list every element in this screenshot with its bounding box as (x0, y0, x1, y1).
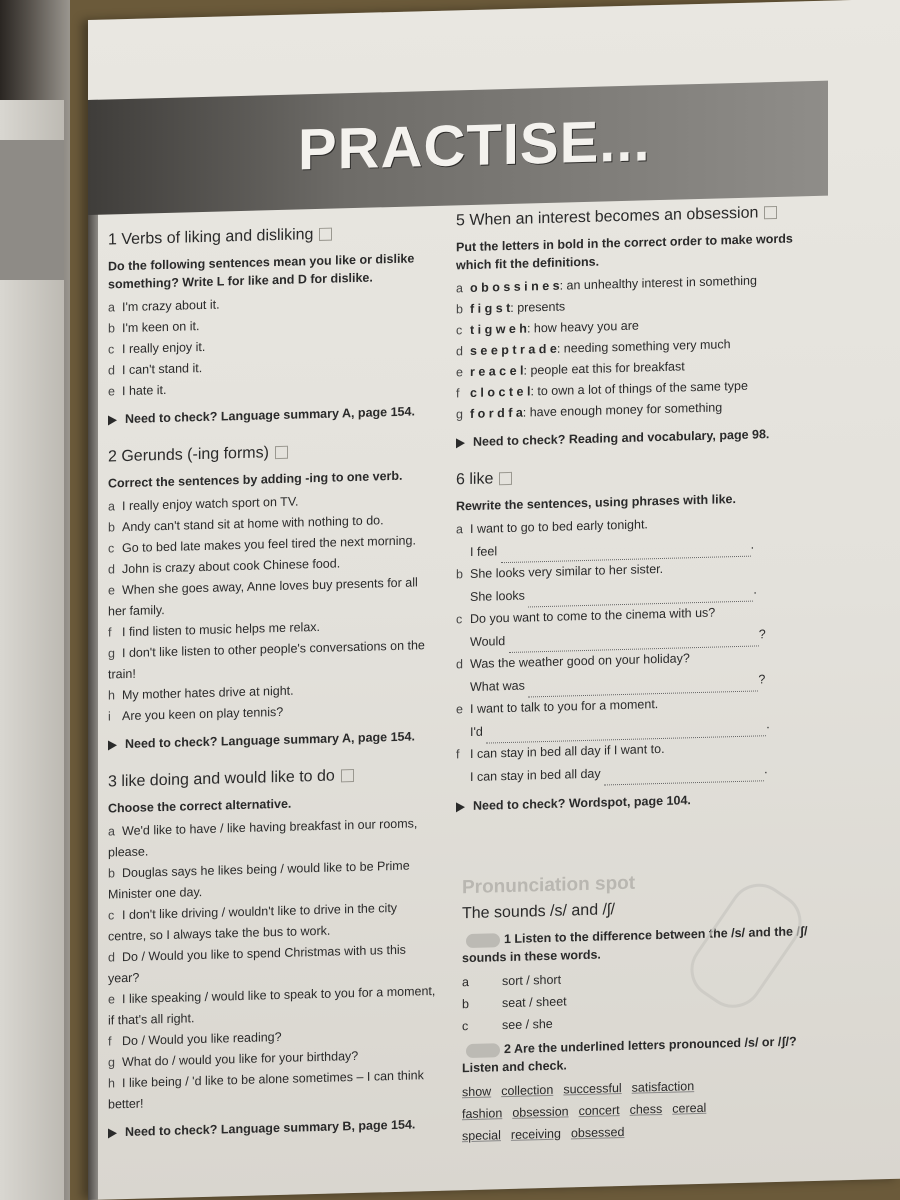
list-item: d Was the weather good on your holiday? (456, 651, 690, 672)
answer-row: She looks . (456, 576, 816, 609)
list-item: i Are you keen on play tennis? (108, 704, 284, 724)
answer-row: Would ? (456, 621, 816, 654)
list-item: a I'm crazy about it. (108, 297, 220, 315)
arrow-icon (456, 438, 465, 448)
list-item: e r e a c e l: people eat this for breakfast (456, 359, 685, 380)
section-5-title: 5 When an interest becomes an obsession (456, 201, 816, 232)
score-box-icon (764, 206, 777, 219)
list-item: e I want to talk to you for a moment. (456, 697, 659, 717)
page-spine (88, 100, 98, 1200)
answer-row: What was ? (456, 666, 816, 699)
pronunciation-question-2: 2 Are the underlined letters pronounced /s/ or /ʃ/? Listen and check. (462, 1034, 797, 1076)
section-5-check: Need to check? Reading and vocabulary, page 98. (456, 422, 816, 453)
audio-track-icon (466, 933, 500, 948)
arrow-icon (108, 415, 117, 425)
list-item: d I can't stand it. (108, 361, 203, 378)
list-item: c I really enjoy it. (108, 339, 206, 357)
pronunciation-subtitle: The sounds /s/ and /ʃ/ (462, 901, 615, 923)
list-item: e I hate it. (108, 382, 167, 399)
list-item: d John is crazy about cook Chinese food. (108, 556, 341, 577)
list-item: c Go to bed late makes you feel tired the next morning. (108, 533, 416, 556)
section-1-title: 1 Verbs of liking and disliking (108, 221, 438, 252)
pronunciation-spot-title: Pronunciation spot (462, 872, 636, 899)
list-item: b Andy can't stand sit at home with nothing to do. (108, 513, 384, 535)
list-item: a I want to go to bed early tonight. (456, 517, 648, 537)
textbook-page (88, 0, 900, 1200)
section-1-items (108, 289, 438, 403)
list-item: c t i g w e h: how heavy you are (456, 318, 639, 338)
section-6-instruction: Rewrite the sentences, using phrases with like. (456, 492, 736, 514)
section-2-check: Need to check? Language summary A, page 154. (108, 725, 438, 756)
score-box-icon (319, 228, 332, 241)
list-item: d Do / Would you like to spend Christmas with us this year? (108, 942, 406, 986)
answer-row: I can stay in bed all day . (470, 762, 768, 784)
section-2-title: 2 Gerunds (-ing forms) (108, 438, 438, 469)
previous-page-edge (0, 100, 64, 1200)
answer-row: I'd . (456, 711, 816, 744)
list-item: g f o r d f a: have enough money for something (456, 400, 723, 422)
section-2-instruction: Correct the sentences by adding -ing to one verb. (108, 468, 403, 491)
list-item: f I find listen to music helps me relax. (108, 619, 320, 640)
list-item: a o b o s s i n e s: an unhealthy interest in something (456, 273, 757, 296)
section-3-instruction: Choose the correct alternative. (108, 796, 292, 816)
section-3-title: 3 like doing and would like to do (108, 763, 438, 794)
score-box-icon (499, 472, 512, 485)
section-5-items (456, 269, 816, 425)
list-item: a We'd like to have / like having breakfast in our rooms, please. (108, 816, 418, 860)
list-item: g What do / would you like for your birthday? (108, 1048, 359, 1070)
list-item: b She looks very similar to her sister. (456, 561, 664, 582)
list-item: h My mother hates drive at night. (108, 683, 294, 703)
list-item: a I really enjoy watch sport on TV. (108, 494, 299, 514)
answer-row: I feel . (456, 531, 816, 564)
list-item: f I can stay in bed all day if I want to. (456, 741, 665, 762)
list-item: e When she goes away, Anne loves buy presents for all her family. (108, 575, 418, 619)
practise-banner (88, 81, 828, 215)
audio-track-icon (466, 1043, 500, 1058)
section-3-items (108, 813, 438, 1116)
list-item: b I'm keen on it. (108, 319, 200, 336)
previous-page-band (0, 140, 64, 280)
word-list: show collection successful satisfaction fashion obsession concert chess cereal special receiving obsessed (462, 1079, 707, 1144)
score-box-icon (341, 769, 354, 782)
section-3-check: Need to check? Language summary B, page 154. (108, 1113, 438, 1144)
arrow-icon (456, 802, 465, 812)
left-column (108, 221, 438, 1160)
list-item: d s e e p t r a d e: needing something very much (456, 337, 731, 359)
section-2-items (108, 488, 438, 728)
list-item: a sort / short (462, 972, 562, 990)
section-6-title: 6 like (456, 460, 816, 491)
section-5-instruction: Put the letters in bold in the correct order to make words which fit the definitions. (456, 231, 793, 273)
pronunciation-question-1: 1 Listen to the difference between the /s/ and the /ʃ/ sounds in these words. (462, 924, 808, 966)
list-item: c I don't like driving / wouldn't like to drive in the city centre, so I always take the bus to work. (108, 900, 398, 944)
list-item: c see / she (462, 1016, 553, 1034)
list-item: b seat / sheet (462, 994, 567, 1012)
list-item: e I like speaking / would like to speak to you for a moment, if that's all right. (108, 983, 436, 1028)
list-item: c Do you want to come to the cinema with us? (456, 605, 716, 627)
list-item: g I don't like listen to other people's conversations on the train! (108, 638, 425, 682)
list-item: h I like being / 'd like to be alone sometimes – I can think better! (108, 1068, 424, 1112)
section-1-instruction: Do the following sentences mean you like or dislike something? Write L for like and D for dislike. (108, 251, 415, 292)
page-title: PRACTISE... (298, 108, 651, 183)
right-column (456, 201, 816, 1147)
list-item: b Douglas says he likes being / would like to be Prime Minister one day. (108, 858, 410, 902)
section-1-check: Need to check? Language summary A, page 154. (108, 400, 438, 431)
score-box-icon (275, 446, 288, 459)
section-6-items (456, 510, 816, 789)
section-6-check: Need to check? Wordspot, page 104. (456, 786, 816, 817)
arrow-icon (108, 740, 117, 750)
list-item: b f i g s t: presents (456, 299, 566, 317)
answer-line[interactable] (604, 766, 764, 785)
list-item: f Do / Would you like reading? (108, 1029, 282, 1049)
arrow-icon (108, 1128, 117, 1138)
list-item: f c l o c t e l: to own a lot of things of the same type (456, 378, 748, 401)
